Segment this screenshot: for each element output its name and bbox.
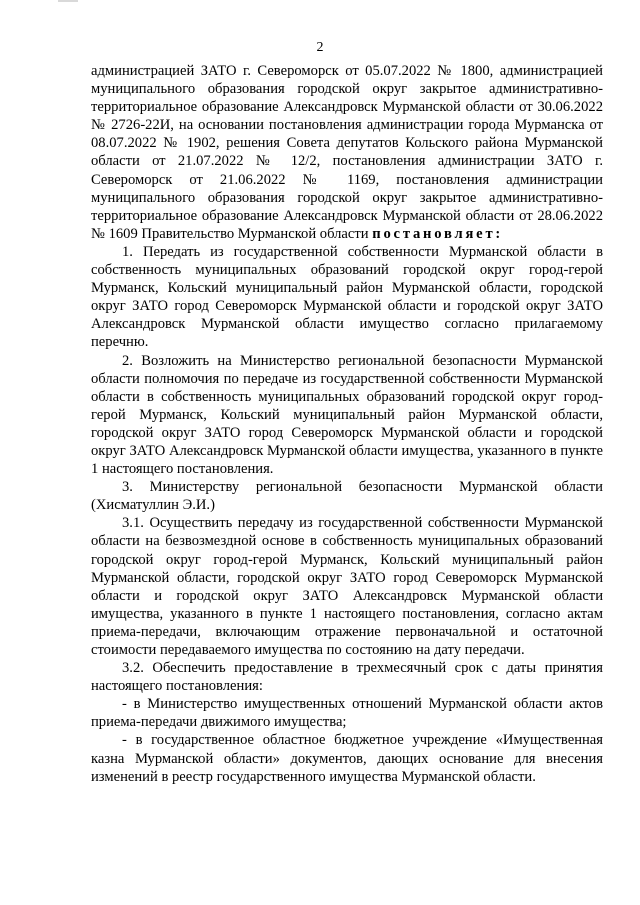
intro-text: администрацией ЗАТО г. Североморск от 05.07.2022 № 1800, администрацией муниципального образования городской округ закрытое административно-территориальное образование Александровск Мурманской области от 30.06.2022 № 2726-22И, на основании постановления администрации города Мурманска от 08.07.2022 № 1902, решения Совета депутатов Кольского района Мурманской области от 21.07.2022 № 12/2, постановления администрации ЗАТО г. Североморск от 21.06.2022 № 1169, постановления администрации муниципального образования городской округ закрытое административно-территориальное образование Александровск Мурманской области от 28.06.2022 № 1609 Правительство Мурманской области (91, 63, 603, 242)
decree-word: постановляет: (372, 225, 504, 242)
paragraph-3: 3. Министерству региональной безопасности Мурманской области (Хисматуллин Э.И.) (91, 479, 603, 514)
paragraph-3-1: 3.1. Осуществить передачу из государственной собственности Мурманской области на безвозмездной основе в собственность муниципальных образований городской округ город-герой Мурманск, Кольский муниципальный район Мурманской области, городской округ ЗАТО город Североморск Мурманской области и городской округ ЗАТО Александровск Мурманской области имущества, указанного в пункте 1 настоящего постановления, согласно актам приема-передачи, включающим отражение первоначальной и остаточной стоимости передаваемого имущества по состоянию на дату передачи. (91, 515, 603, 658)
document-body (91, 62, 603, 786)
list-item-treasury: - в государственное областное бюджетное учреждение «Имущественная казна Мурманской области» документов, дающих основание для внесения изменений в реестр государственного имущества Мурманской области. (91, 732, 603, 785)
paragraph-1: 1. Передать из государственной собственности Мурманской области в собственность муниципальных образований городской округ город-герой Мурманск, Кольский муниципальный район Мурманской области, городской округ ЗАТО город Североморск Мурманской области и городской округ ЗАТО Александровск Мурманской области имущество согласно прилагаемому перечню. (91, 243, 603, 351)
intro-paragraph (91, 62, 603, 243)
list-item-ministry: - в Министерство имущественных отношений Мурманской области актов приема-передачи движимого имущества; (91, 696, 603, 731)
page-number: 2 (316, 40, 324, 55)
scan-edge-mark (58, 0, 78, 2)
paragraph-2: 2. Возложить на Министерство региональной безопасности Мурманской области полномочия по передаче из государственной собственности Мурманской области в собственность муниципальных образований городской округ город-герой Мурманск, Кольский муниципальный район Мурманской области, городской округ ЗАТО город Североморск Мурманской области и городской округ ЗАТО Александровск Мурманской области имущества, указанного в пункте 1 настоящего постановления. (91, 352, 603, 478)
paragraph-3-2: 3.2. Обеспечить предоставление в трехмесячный срок с даты принятия настоящего постановления: (91, 660, 603, 695)
